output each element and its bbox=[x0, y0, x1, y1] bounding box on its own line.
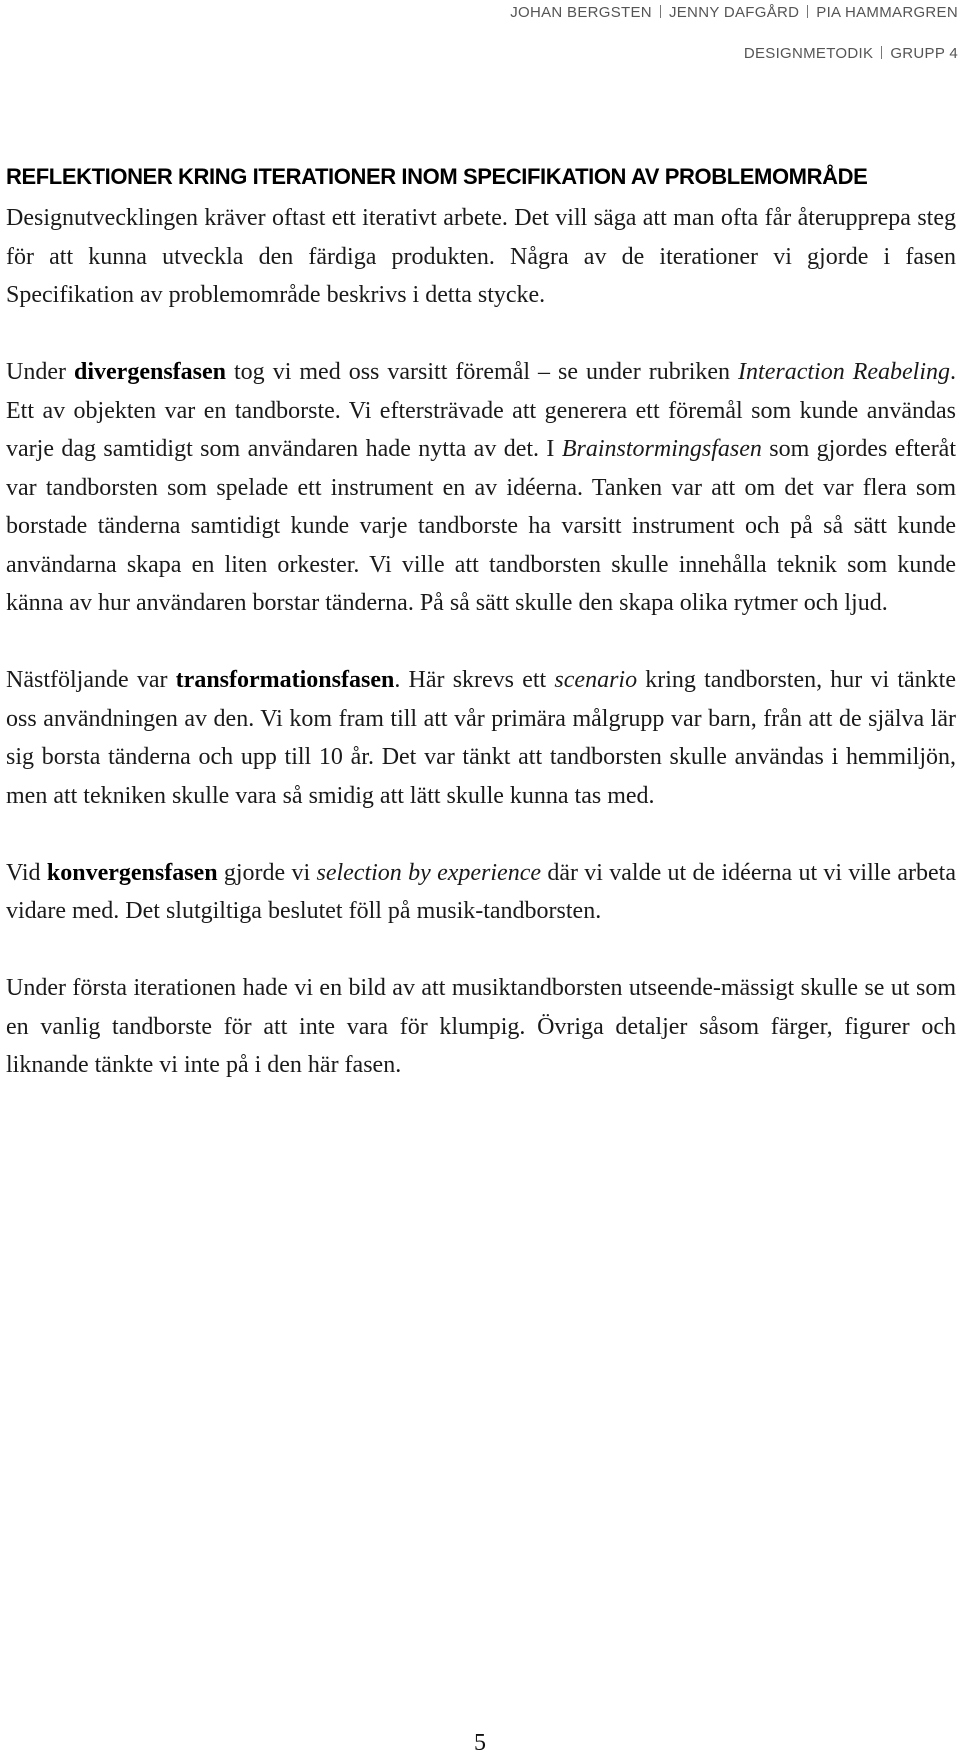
paragraph-transformation bbox=[6, 661, 956, 815]
text-run: . Här skrevs ett bbox=[394, 667, 555, 693]
term-konvergensfasen: konvergensfasen bbox=[46, 859, 218, 886]
header-separator bbox=[881, 46, 882, 59]
term-brainstormingsfasen: Brainstormingsfasen bbox=[561, 436, 762, 462]
text-run: där vi valde ut de idéerna ut vi ville arbeta vidare med. Det slutgiltiga beslutet föll på musik-tandborsten. bbox=[6, 859, 956, 924]
term-transformationsfasen: transformationsfasen bbox=[175, 667, 395, 693]
header-author-2: JENNY DAFGÅRD bbox=[668, 4, 800, 21]
text-run: Nästföljande var bbox=[6, 667, 176, 693]
header-course-name: DESIGNMETODIK bbox=[743, 45, 874, 62]
text-run: tog vi med oss varsitt föremål – se under rubriken bbox=[226, 359, 739, 385]
page-number: 5 bbox=[474, 1730, 486, 1756]
text-run: kring tandborsten, hur vi tänkte oss användningen av den. Vi kom fram till att vår primära målgrupp var barn, från att de själva lär sig borsta tänderna och upp till 10 år. Det var tänkt att tandborsten skulle användas i hemmiljön, men att tekniken skulle vara så smidig att lätt skulle kunna tas med. bbox=[6, 667, 956, 809]
text-run: Under bbox=[6, 359, 74, 385]
term-interaction-reabeling: Interaction Reabeling bbox=[738, 359, 951, 385]
text-run: som gjordes efteråt var tandborsten som spelade ett instrument en av idéerna. Tanken var att om det var flera som borstade tänderna samtidigt kunde varje tandborste ha varsitt instrument och på så sätt kunde användarna skapa en liten orkester. Vi ville att tandborsten skulle innehålla teknik som kunde känna av hur användaren borstar tänderna. På så sätt skulle den skapa olika rytmer och ljud. bbox=[6, 436, 957, 616]
document-body bbox=[6, 158, 956, 1085]
paragraph-first-iteration: Under första iterationen hade vi en bild av att musiktandborsten utseende-mässigt skulle se ut som en vanlig tandborste för att inte vara för klumpig. Övriga detaljer såsom färger, figurer och liknande tänkte vi inte på i den här fasen. bbox=[6, 975, 956, 1078]
header-authors bbox=[510, 4, 958, 21]
section-heading: REFLEKTIONER KRING ITERATIONER INOM SPECIFIKATION AV PROBLEMOMRÅDE bbox=[6, 164, 868, 189]
text-run: Vid bbox=[6, 859, 47, 886]
term-divergensfasen: divergensfasen bbox=[74, 359, 226, 385]
term-scenario: scenario bbox=[554, 667, 638, 693]
text-run: gjorde vi bbox=[217, 859, 317, 886]
term-selection-by-experience: selection by experience bbox=[316, 859, 541, 886]
header-group: GRUPP 4 bbox=[890, 45, 958, 62]
header-separator bbox=[660, 5, 661, 18]
paragraph-convergence bbox=[6, 854, 956, 931]
paragraph-intro: Designutvecklingen kräver oftast ett iterativt arbete. Det vill säga att man ofta får återupprepa steg för att kunna utveckla den färdiga produkten. Några av de iterationer vi gjorde i fasen Specifikation av problemområde beskrivs i detta stycke. bbox=[6, 205, 956, 308]
header-separator bbox=[807, 5, 808, 18]
text-run: . Ett av objekten var en tandborste. Vi eftersträvade att generera ett föremål som kunde användas varje dag samtidigt som användaren hade nytta av det. I bbox=[6, 359, 957, 462]
header-author-1: JOHAN BERGSTEN bbox=[510, 4, 652, 21]
paragraph-divergence bbox=[6, 353, 956, 623]
header-course bbox=[744, 45, 958, 62]
header-author-3: PIA HAMMARGREN bbox=[816, 4, 958, 21]
